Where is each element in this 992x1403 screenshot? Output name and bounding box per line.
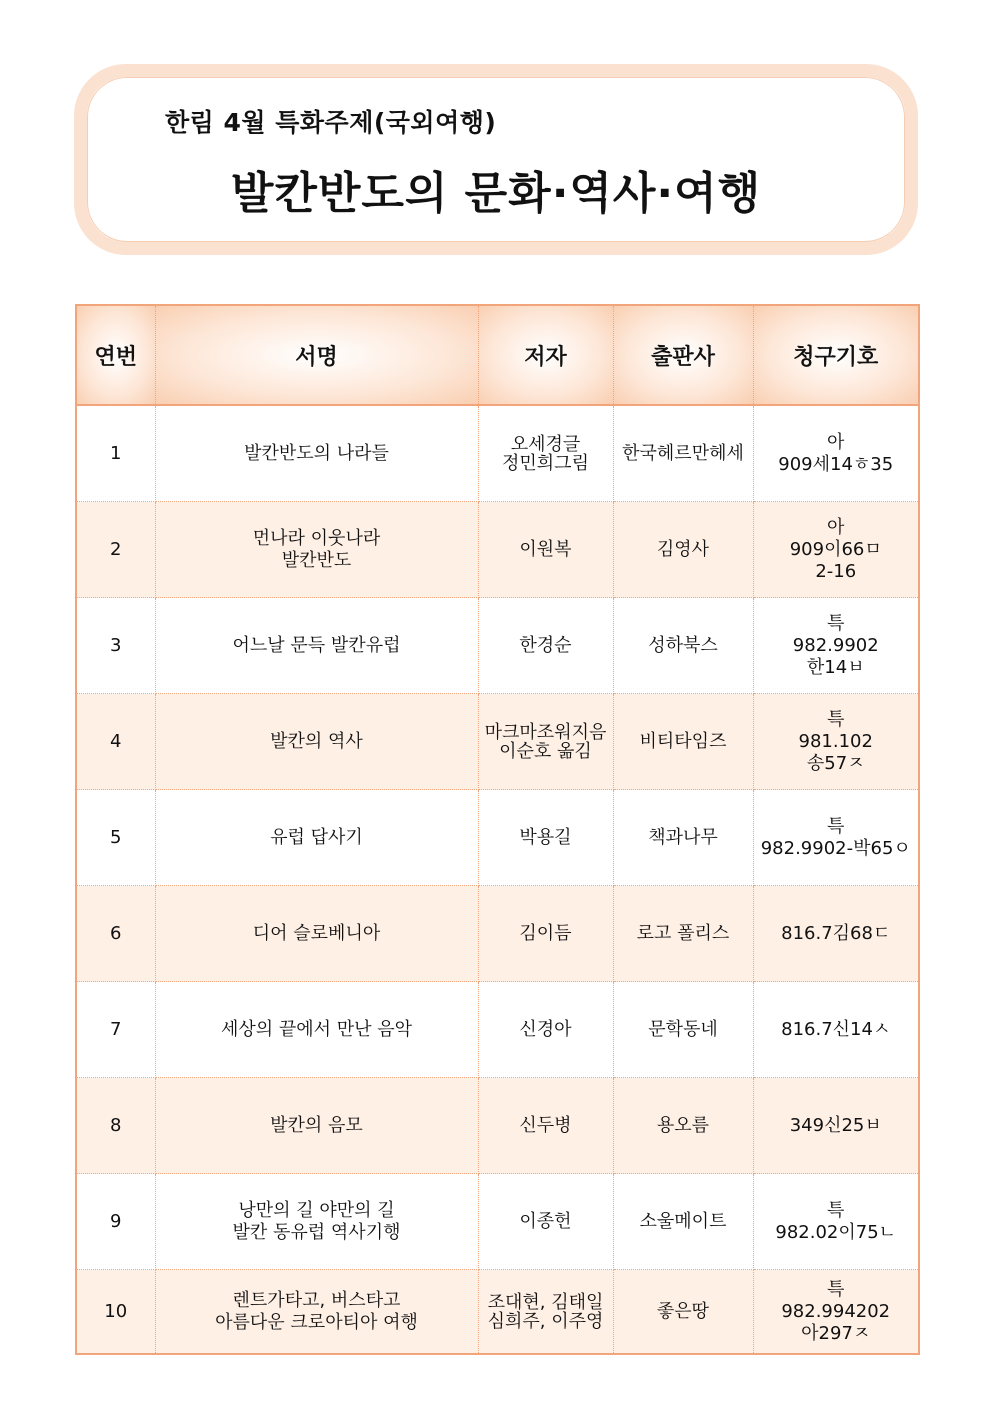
table-row [76, 1174, 919, 1270]
cell-author-line: 이원복 [519, 538, 572, 560]
cell-publisher-line: 문학동네 [648, 1018, 718, 1040]
cell-title-line: 먼나라 이웃나라 [252, 527, 381, 549]
cell-publisher [613, 886, 753, 982]
cell-title-line: 발칸반도의 나라들 [244, 442, 389, 464]
cell-author [478, 1174, 613, 1270]
table-row [76, 1078, 919, 1174]
cell-author [478, 982, 613, 1078]
cell-author [478, 886, 613, 982]
cell-call-number-line: 송57ㅈ [806, 752, 865, 774]
cell-call-number-line: 특 [827, 708, 845, 730]
cell-title-line: 유럽 답사기 [270, 826, 363, 848]
cell-author-line: 신경아 [519, 1018, 572, 1040]
cell-publisher-line: 소울메이트 [639, 1210, 727, 1232]
cell-call-number [753, 886, 919, 982]
subtitle: 한림 4월 특화주제(국외여행) [165, 108, 497, 137]
cell-publisher-line: 책과나무 [648, 826, 718, 848]
cell-call-number [753, 982, 919, 1078]
cell-call-number [753, 1270, 919, 1355]
cell-publisher [613, 694, 753, 790]
cell-author-line: 심희주, 이주영 [487, 1310, 604, 1332]
cell-title [155, 598, 478, 694]
cell-call-number-line: 2-16 [815, 560, 857, 582]
cell-call-number-line: 아 [827, 431, 845, 453]
cell-call-number-line: 한14ㅂ [806, 656, 865, 678]
cell-title-line: 어느날 문득 발칸유럽 [232, 634, 401, 656]
cell-title-line: 발칸반도 [281, 549, 352, 571]
cell-call-number-line: 349신25ㅂ [789, 1114, 882, 1136]
cell-title-line: 발칸의 음모 [270, 1114, 363, 1136]
column-header-title: 서명 [155, 305, 478, 405]
cell-title-line: 발칸의 역사 [270, 730, 363, 752]
column-header-call-number: 청구기호 [753, 305, 919, 405]
cell-author-line: 신두병 [519, 1114, 572, 1136]
book-table [75, 304, 920, 1355]
cell-publisher [613, 1270, 753, 1355]
cell-no: 10 [76, 1270, 155, 1355]
table-header-row [76, 305, 919, 405]
cell-title [155, 886, 478, 982]
cell-author [478, 1078, 613, 1174]
cell-call-number-line: 특 [827, 1278, 845, 1300]
cell-author-line: 마크마조워지음 [484, 721, 607, 743]
cell-publisher-line: 성하북스 [648, 634, 718, 656]
page-title: 발칸반도의 문화·역사·여행 [230, 168, 762, 219]
cell-author [478, 598, 613, 694]
cell-author-line: 이순호 옮김 [499, 740, 592, 762]
cell-no: 3 [76, 598, 155, 694]
cell-author [478, 405, 613, 502]
cell-publisher-line: 로고 폴리스 [636, 922, 730, 944]
cell-author-line: 조대현, 김태일 [487, 1291, 604, 1313]
table-row [76, 598, 919, 694]
table-row [76, 886, 919, 982]
cell-title [155, 694, 478, 790]
cell-call-number [753, 1174, 919, 1270]
table-row [76, 694, 919, 790]
cell-call-number-line: 816.7김68ㄷ [781, 922, 891, 944]
cell-no: 8 [76, 1078, 155, 1174]
title-box [74, 64, 918, 255]
table-row [76, 502, 919, 598]
cell-author-line: 김이듬 [519, 922, 572, 944]
cell-publisher-line: 비티타임즈 [639, 730, 727, 752]
cell-title [155, 982, 478, 1078]
cell-author [478, 790, 613, 886]
cell-title-line: 아름다운 크로아티아 여행 [215, 1311, 418, 1333]
cell-author-line: 이종헌 [519, 1210, 572, 1232]
cell-call-number [753, 502, 919, 598]
cell-title [155, 790, 478, 886]
cell-publisher [613, 405, 753, 502]
column-header-publisher: 출판사 [613, 305, 753, 405]
cell-call-number-line: 특 [827, 612, 845, 634]
cell-call-number-line: 982.9902-박65ㅇ [760, 837, 911, 859]
cell-author [478, 694, 613, 790]
cell-no: 9 [76, 1174, 155, 1270]
cell-publisher [613, 982, 753, 1078]
cell-author-line: 박용길 [519, 826, 572, 848]
cell-call-number-line: 816.7신14ㅅ [781, 1018, 891, 1040]
cell-publisher [613, 1078, 753, 1174]
cell-call-number-line: 특 [827, 815, 845, 837]
cell-call-number-line: 982.02이75ㄴ [775, 1221, 897, 1243]
cell-title [155, 405, 478, 502]
cell-call-number-line: 982.9902 [792, 634, 879, 656]
table-row [76, 1270, 919, 1355]
cell-no: 2 [76, 502, 155, 598]
cell-call-number [753, 598, 919, 694]
cell-title [155, 1270, 478, 1355]
cell-call-number-line: 909이66ㅁ [789, 538, 882, 560]
cell-call-number-line: 981.102 [798, 730, 873, 752]
column-header-no: 연번 [76, 305, 155, 405]
cell-title [155, 1078, 478, 1174]
cell-no: 1 [76, 405, 155, 502]
cell-call-number-line: 특 [827, 1199, 845, 1221]
cell-call-number [753, 790, 919, 886]
cell-title-line: 렌트가타고, 버스타고 [232, 1289, 401, 1311]
cell-call-number-line: 982.994202 [781, 1300, 891, 1322]
cell-call-number-line: 아 [827, 516, 845, 538]
cell-publisher [613, 502, 753, 598]
cell-publisher-line: 김영사 [656, 538, 710, 560]
cell-title [155, 502, 478, 598]
table-row [76, 790, 919, 886]
cell-publisher-line: 좋은땅 [656, 1300, 710, 1322]
cell-publisher [613, 1174, 753, 1270]
cell-no: 6 [76, 886, 155, 982]
cell-title-line: 낭만의 길 야만의 길 [238, 1199, 395, 1221]
cell-call-number [753, 694, 919, 790]
table-row [76, 982, 919, 1078]
cell-no: 4 [76, 694, 155, 790]
cell-no: 7 [76, 982, 155, 1078]
cell-call-number-line: 아297ㅈ [801, 1322, 871, 1344]
cell-title-line: 디어 슬로베니아 [252, 922, 381, 944]
cell-author-line: 정민희그림 [502, 452, 589, 474]
cell-author [478, 1270, 613, 1355]
cell-call-number-line: 909세14ㅎ35 [778, 453, 894, 475]
cell-title-line: 세상의 끝에서 만난 음악 [220, 1018, 413, 1040]
cell-call-number [753, 1078, 919, 1174]
cell-call-number [753, 405, 919, 502]
cell-publisher-line: 용오름 [656, 1114, 710, 1136]
cell-title [155, 1174, 478, 1270]
cell-author [478, 502, 613, 598]
cell-no: 5 [76, 790, 155, 886]
cell-author-line: 오세경글 [510, 433, 581, 455]
cell-author-line: 한경순 [519, 634, 572, 656]
cell-publisher [613, 790, 753, 886]
cell-publisher-line: 한국헤르만헤세 [622, 442, 744, 464]
cell-publisher [613, 598, 753, 694]
cell-title-line: 발칸 동유럽 역사기행 [232, 1221, 401, 1243]
table-row [76, 405, 919, 502]
column-header-author: 저자 [478, 305, 613, 405]
